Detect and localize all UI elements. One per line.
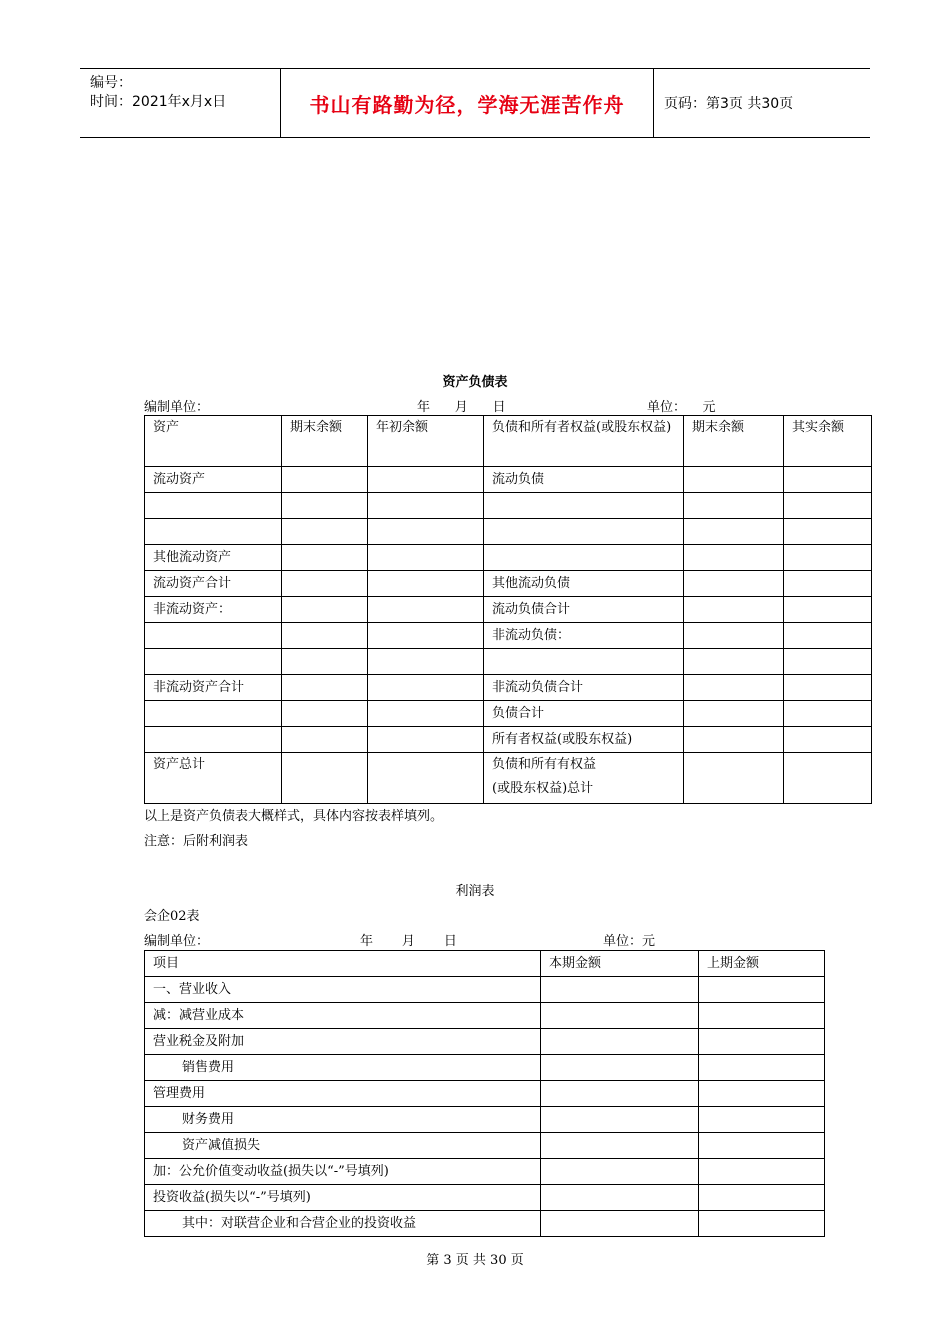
amount-cell: [541, 1029, 699, 1055]
column-header: 期末余额: [684, 416, 784, 467]
table-cell: [784, 623, 872, 649]
table-cell: [282, 519, 368, 545]
column-header: 年初余额: [368, 416, 484, 467]
table-row: [145, 545, 872, 571]
table-cell: [784, 571, 872, 597]
table-cell: [684, 727, 784, 753]
table-cell: 其他流动负债: [484, 571, 684, 597]
row-label: 销售费用: [145, 1055, 541, 1081]
amount-cell: [541, 1081, 699, 1107]
table-row: [145, 467, 872, 493]
table-cell: [784, 493, 872, 519]
table-cell: 其他流动资产: [145, 545, 282, 571]
table-cell: [484, 753, 684, 804]
row-label: 资产减值损失: [145, 1133, 541, 1159]
table-cell: [282, 545, 368, 571]
table-cell: [145, 727, 282, 753]
table-row: [145, 1107, 825, 1133]
header-meta-cell: [80, 69, 281, 137]
amount-cell: [541, 1185, 699, 1211]
income-statement-currency-label: 单位：元: [603, 934, 656, 949]
row-label: 财务费用: [145, 1107, 541, 1133]
table-cell: [145, 623, 282, 649]
row-label: 管理费用: [145, 1081, 541, 1107]
amount-cell: [541, 1107, 699, 1133]
table-cell: [684, 545, 784, 571]
amount-cell: [541, 1055, 699, 1081]
page-footer: 第 3 页 共 30 页: [426, 1253, 524, 1268]
balance-sheet-title: 资产负债表: [442, 375, 508, 390]
table-cell: [145, 519, 282, 545]
table-cell: [282, 597, 368, 623]
table-cell: [684, 571, 784, 597]
table-cell: [368, 701, 484, 727]
table-row: [145, 571, 872, 597]
row-label: 加：公允价值变动收益(损失以“-”号填列): [145, 1159, 541, 1185]
table-cell: [684, 519, 784, 545]
table-cell: [368, 675, 484, 701]
total-label-line2: (或股东权益)总计: [492, 781, 594, 796]
table-row: [145, 1211, 825, 1237]
table-cell: [368, 467, 484, 493]
table-row: [145, 1159, 825, 1185]
table-cell: [282, 571, 368, 597]
income-statement-date-label: 年 月 日: [360, 934, 457, 949]
table-cell: [368, 623, 484, 649]
table-cell: 资产总计: [145, 753, 282, 804]
table-header-row: [145, 951, 825, 977]
table-cell: [784, 675, 872, 701]
table-row-total: [145, 753, 872, 804]
table-row: [145, 701, 872, 727]
code-label: 编号：: [90, 75, 132, 91]
amount-cell: [541, 1003, 699, 1029]
balance-sheet-table: [144, 415, 872, 804]
table-cell: [368, 545, 484, 571]
table-cell: 非流动资产：: [145, 597, 282, 623]
amount-cell: [699, 977, 825, 1003]
table-row: [145, 727, 872, 753]
amount-cell: [699, 1159, 825, 1185]
income-statement-table: [144, 950, 825, 1237]
balance-sheet-unit-label: 编制单位：: [144, 400, 210, 415]
table-cell: [368, 597, 484, 623]
table-cell: [784, 649, 872, 675]
table-row: [145, 1055, 825, 1081]
table-cell: [368, 571, 484, 597]
header-motto-cell: [281, 69, 654, 137]
table-row: [145, 597, 872, 623]
table-row: [145, 1029, 825, 1055]
table-cell: [784, 727, 872, 753]
table-cell: [368, 649, 484, 675]
table-cell: [484, 545, 684, 571]
amount-cell: [541, 1159, 699, 1185]
table-cell: [784, 597, 872, 623]
table-cell: [282, 701, 368, 727]
amount-cell: [699, 1211, 825, 1237]
balance-sheet-currency-label: 单位： 元: [647, 400, 716, 415]
table-cell: [484, 649, 684, 675]
table-cell: [784, 753, 872, 804]
table-cell: 所有者权益(或股东权益): [484, 727, 684, 753]
table-cell: 流动负债合计: [484, 597, 684, 623]
table-cell: [368, 519, 484, 545]
table-cell: [145, 701, 282, 727]
amount-cell: [541, 1133, 699, 1159]
balance-sheet-date-label: 年 月 日: [417, 400, 506, 415]
column-header: 本期金额: [541, 951, 699, 977]
total-label-line1: 负债和所有有权益: [492, 757, 597, 772]
table-cell: [684, 493, 784, 519]
table-cell: [282, 753, 368, 804]
table-cell: [282, 467, 368, 493]
column-header: 资产: [145, 416, 282, 467]
amount-cell: [699, 1133, 825, 1159]
column-header: 其实余额: [784, 416, 872, 467]
table-cell: [368, 727, 484, 753]
table-row: [145, 675, 872, 701]
table-row: [145, 1003, 825, 1029]
table-cell: 非流动负债合计: [484, 675, 684, 701]
table-row: [145, 1185, 825, 1211]
row-label: 营业税金及附加: [145, 1029, 541, 1055]
table-cell: [282, 727, 368, 753]
row-label: 一、营业收入: [145, 977, 541, 1003]
income-statement-unit-label: 编制单位：: [144, 934, 210, 949]
table-cell: [784, 467, 872, 493]
column-header: 上期金额: [699, 951, 825, 977]
amount-cell: [699, 1029, 825, 1055]
amount-cell: [699, 1081, 825, 1107]
table-cell: [684, 675, 784, 701]
table-cell: [784, 545, 872, 571]
table-cell: [684, 649, 784, 675]
document-header: [80, 68, 870, 138]
table-row: [145, 977, 825, 1003]
page-info: 页码：第3页 共30页: [664, 96, 794, 112]
table-cell: 非流动资产合计: [145, 675, 282, 701]
table-cell: [282, 493, 368, 519]
income-statement-title: 利润表: [455, 884, 495, 899]
table-cell: 流动负债: [484, 467, 684, 493]
table-cell: [145, 493, 282, 519]
table-cell: 非流动负债：: [484, 623, 684, 649]
table-cell: [784, 519, 872, 545]
table-cell: [282, 649, 368, 675]
table-cell: [282, 675, 368, 701]
time-label: 时间：2021年x月x日: [90, 94, 227, 110]
amount-cell: [699, 1003, 825, 1029]
motto-text: 书山有路勤为径，学海无涯苦作舟: [309, 92, 625, 117]
row-label: 减：减营业成本: [145, 1003, 541, 1029]
column-header: 项目: [145, 951, 541, 977]
table-cell: [145, 649, 282, 675]
table-cell: [484, 493, 684, 519]
table-cell: [282, 623, 368, 649]
balance-sheet-note: 以上是资产负债表大概样式，具体内容按表样填列。: [144, 809, 444, 824]
table-row: [145, 1133, 825, 1159]
table-row: [145, 623, 872, 649]
amount-cell: [541, 1211, 699, 1237]
table-cell: [684, 623, 784, 649]
row-label: 其中：对联营企业和合营企业的投资收益: [145, 1211, 541, 1237]
amount-cell: [541, 977, 699, 1003]
table-cell: [484, 519, 684, 545]
table-cell: [684, 597, 784, 623]
amount-cell: [699, 1185, 825, 1211]
table-row: [145, 493, 872, 519]
table-cell: [684, 753, 784, 804]
table-cell: [684, 467, 784, 493]
amount-cell: [699, 1055, 825, 1081]
column-header: 期末余额: [282, 416, 368, 467]
table-cell: [368, 493, 484, 519]
table-row: [145, 519, 872, 545]
amount-cell: [699, 1107, 825, 1133]
table-row: [145, 649, 872, 675]
table-cell: 流动资产合计: [145, 571, 282, 597]
table-cell: [368, 753, 484, 804]
column-header: 负债和所有者权益(或股东权益): [484, 416, 684, 467]
row-label: 投资收益(损失以“-”号填列): [145, 1185, 541, 1211]
income-statement-code: 会企02表: [144, 909, 200, 924]
table-cell: [784, 701, 872, 727]
table-cell: 负债合计: [484, 701, 684, 727]
attachment-note: 注意：后附利润表: [144, 834, 249, 849]
header-page-cell: [654, 69, 870, 137]
table-cell: 流动资产: [145, 467, 282, 493]
table-header-row: [145, 416, 872, 467]
table-row: [145, 1081, 825, 1107]
table-cell: [684, 701, 784, 727]
